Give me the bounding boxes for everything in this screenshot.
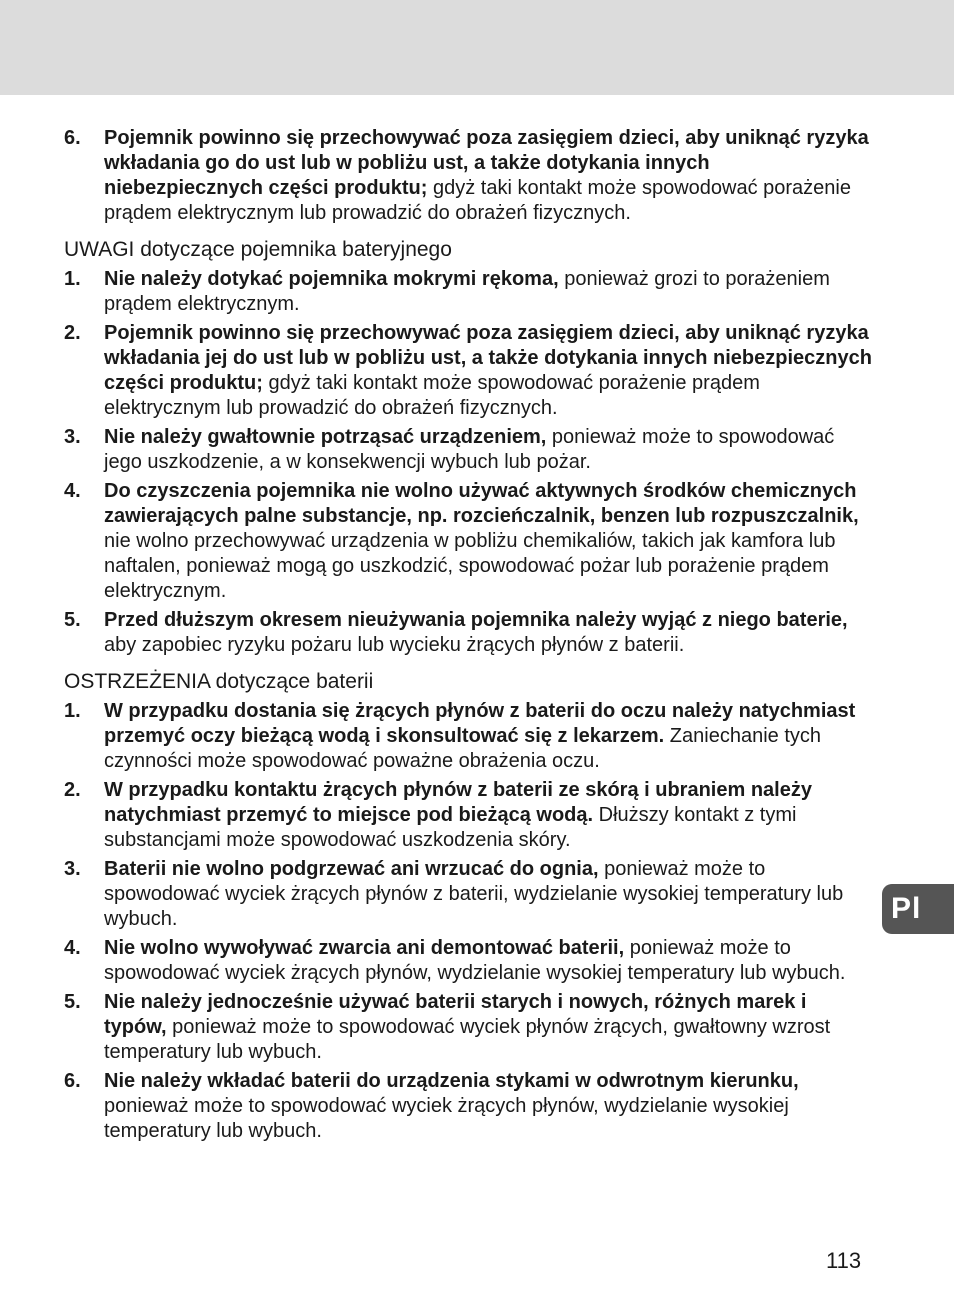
item-text: [104, 479, 874, 604]
list-item: [64, 778, 874, 853]
list-item: [64, 608, 874, 658]
item-number: 3.: [64, 426, 81, 448]
item-bold-text: Nie należy dotykać pojemnika mokrymi rękoma,: [104, 268, 559, 290]
item-bold-text: Nie wolno wywoływać zwarcia ani demontować baterii,: [104, 937, 625, 959]
item-text: [104, 608, 874, 658]
list-item: [64, 699, 874, 774]
page-number: 113: [826, 1248, 862, 1273]
list-item: [64, 1069, 874, 1144]
item-number: 4.: [64, 480, 81, 502]
list-item: [64, 936, 874, 986]
item-bold-text: Nie należy jednocześnie używać baterii starych i nowych, różnych marek i typów,: [104, 991, 807, 1038]
item-text: [104, 990, 874, 1065]
item-number: 4.: [64, 937, 81, 959]
item-normal-text: gdyż taki kontakt może spowodować porażenie prądem elektrycznym lub prowadzić do obrażeń fizycznych.: [104, 372, 760, 419]
item-number: 3.: [64, 858, 81, 880]
item-bold-text: Pojemnik powinno się przechowywać poza zasięgiem dzieci, aby uniknąć ryzyka wkładania go do ust lub w pobliżu ust, a także dotykania innych niebezpiecznych części produktu;: [104, 127, 869, 199]
item-number: 1.: [64, 700, 81, 722]
item-bold-text: Nie należy gwałtownie potrząsać urządzeniem,: [104, 426, 547, 448]
language-tab: Pl: [882, 884, 954, 934]
list-item: [64, 990, 874, 1065]
list-item: [64, 479, 874, 604]
item-normal-text: Dłuższy kontakt z tymi substancjami może spowodować uszkodzenia skóry.: [104, 804, 797, 851]
item-number: 5.: [64, 991, 81, 1013]
item-bold-text: Do czyszczenia pojemnika nie wolno używać aktywnych środków chemicznych zawierających palne substancje, np. rozcieńczalnik, benzen lub rozpuszczalnik,: [104, 480, 859, 527]
item-text: [104, 857, 874, 932]
item-number: 6.: [64, 127, 81, 149]
item-text: [104, 936, 874, 986]
item-text: [104, 425, 874, 475]
header-band: [0, 0, 954, 95]
item-text: [104, 1069, 874, 1144]
item-bold-text: W przypadku dostania się żrących płynów z baterii do oczu należy natychmiast przemyć oczy bieżącą wodą i skonsultować się z lekarzem.: [104, 700, 856, 747]
item-bold-text: Nie należy wkładać baterii do urządzenia stykami w odwrotnym kierunku,: [104, 1070, 799, 1092]
section1-list: [64, 267, 874, 658]
list-item: [64, 857, 874, 932]
list-item: [64, 425, 874, 475]
item-number: 6.: [64, 1070, 81, 1092]
item-text: [104, 778, 874, 853]
section-heading-battery-warnings: OSTRZEŻENIA dotyczące baterii: [64, 670, 374, 693]
item-normal-text: aby zapobiec ryzyku pożaru lub wycieku żrących płynów z baterii.: [104, 634, 685, 656]
item-normal-text: ponieważ może to spowodować wyciek płynów żrących, gwałtowny wzrost temperatury lub wybuch.: [104, 1016, 831, 1063]
item-number: 1.: [64, 268, 81, 290]
item-normal-text: ponieważ grozi to porażeniem prądem elektrycznym.: [104, 268, 830, 315]
item-bold-text: Przed dłuższym okresem nieużywania pojemnika należy wyjąć z niego baterie,: [104, 609, 848, 631]
item-normal-text: nie wolno przechowywać urządzenia w pobliżu chemikaliów, takich jak kamfora lub naftalen, ponieważ mogą go uszkodzić, spowodować pożar lub porażenie prądem elektrycznym.: [104, 530, 836, 602]
item-normal-text: ponieważ może to spowodować wyciek żrących płynów z baterii, wydzielanie wysokiej temperatury lub wybuch.: [104, 858, 844, 930]
page-content: [64, 126, 874, 1148]
item-normal-text: ponieważ może to spowodować wyciek żrących płynów, wydzielanie wysokiej temperatury lub wybuch.: [104, 1095, 789, 1142]
section-heading-battery-container: UWAGI dotyczące pojemnika bateryjnego: [64, 238, 452, 261]
list-item: [64, 267, 874, 317]
item-text: [104, 699, 874, 774]
item-bold-text: Baterii nie wolno podgrzewać ani wrzucać do ognia,: [104, 858, 599, 880]
item-bold-text: Pojemnik powinno się przechowywać poza zasięgiem dzieci, aby uniknąć ryzyka wkładania jej do ust lub w pobliżu ust, a także dotykania innych niebezpiecznych części produktu;: [104, 322, 872, 394]
item-bold-text: W przypadku kontaktu żrących płynów z baterii ze skórą i ubraniem należy natychmiast przemyć to miejsce pod bieżącą wodą.: [104, 779, 812, 826]
item-text: [104, 126, 874, 226]
item-number: 2.: [64, 779, 81, 801]
item-number: 2.: [64, 322, 81, 344]
item-text: [104, 321, 874, 421]
item-number: 5.: [64, 609, 81, 631]
item-normal-text: gdyż taki kontakt może spowodować porażenie prądem elektrycznym lub prowadzić do obrażeń fizycznych.: [104, 177, 851, 224]
item-normal-text: ponieważ może to spowodować jego uszkodzenie, a w konsekwencji wybuch lub pożar.: [104, 426, 835, 473]
item-text: [104, 267, 874, 317]
item-normal-text: ponieważ może to spowodować wyciek żrących płynów, wydzielanie wysokiej temperatury lub wybuch.: [104, 937, 846, 984]
section2-list: [64, 699, 874, 1144]
item-normal-text: Zaniechanie tych czynności może spowodować poważne obrażenia oczu.: [104, 725, 821, 772]
list-item: [64, 321, 874, 421]
list-item: [64, 126, 874, 226]
